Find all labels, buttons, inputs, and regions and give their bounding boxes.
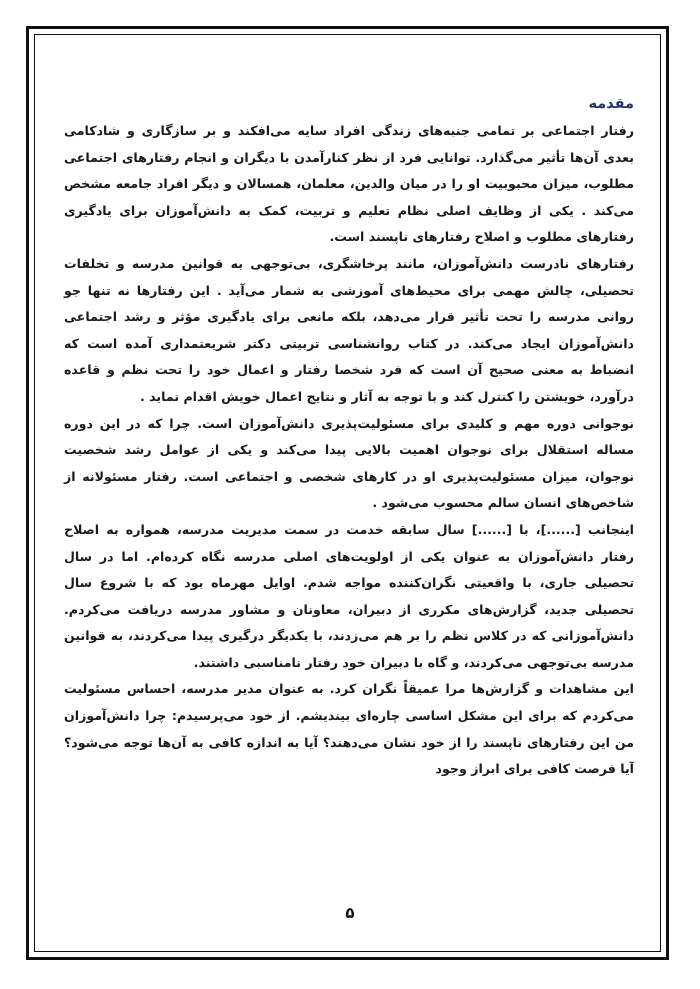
paragraph-1: رفتار اجتماعی بر تمامی جنبه‌های زندگی افراد سایه می‌افکند و بر سازگاری و شادکامی بعدی آن‌ها تأثیر می‌گذارد. توانایی فرد از نظر کنارآمدن با دیگران و انجام رفتارهای اجتماعی مطلوب، میزان محبوبیت او را در میان والدین، معلمان، همسالان و دیگر افراد جامعه مشخص می‌کند . یکی از وظایف اصلی نظام تعلیم و تربیت، کمک به دانش‌آموزان برای یادگیری رفتارهای مطلوب و اصلاح رفتارهای ناپسند است.: [64, 123, 634, 245]
page-number: ۵: [345, 904, 355, 922]
paragraph-3: نوجوانی دوره مهم و کلیدی برای مسئولیت‌پذیری دانش‌آموزان است. چرا که در این دوره مساله استقلال برای نوجوان اهمیت بالایی پیدا می‌کند و یکی از عوامل رشد شخصیت نوجوان، میزان مسئولیت‌پذیری او در کارهای شخصی و اجتماعی است. رفتار مسئولانه از شاخص‌های انسان سالم محسوب می‌شود .: [64, 415, 634, 511]
paragraph-4: اینجانب [......]، با [......] سال سابقه خدمت در سمت مدیریت مدرسه، همواره به اصلاح رفتار دانش‌آموزان به عنوان یکی از اولویت‌های اصلی مدرسه نگاه کرده‌ام. اما در سال تحصیلی جاری، با واقعیتی نگران‌کننده مواجه شدم. اوایل مهرماه بود که با شروع سال تحصیلی جدید، گزارش‌های مکرری از دبیران، معاونان و مشاور مدرسه دریافت می‌کردم. دانش‌آموزانی که در کلاس نظم را بر هم می‌زدند، با یکدیگر درگیری پیدا می‌کردند، به قوانین مدرسه بی‌توجهی می‌کردند، و گاه با دبیران خود رفتار نامناسبی داشتند.: [64, 521, 634, 670]
section-heading: مقدمه: [588, 96, 634, 112]
document-body: [64, 92, 634, 783]
paragraph-5: این مشاهدات و گزارش‌ها مرا عمیقاً نگران کرد. به عنوان مدیر مدرسه، احساس مسئولیت می‌کردم که برای این مشکل اساسی چاره‌ای بیندیشم. از خود می‌پرسیدم: چرا دانش‌آموزان من این رفتارهای ناپسند را از خود نشان می‌دهند؟ آیا به اندازه کافی به آن‌ها توجه می‌شود؟ آیا فرصت کافی برای ابراز وجود: [64, 681, 634, 777]
paragraph-2: رفتارهای نادرست دانش‌آموزان، مانند پرخاشگری، بی‌توجهی به قوانین مدرسه و تخلفات تحصیلی، چالش مهمی برای محیط‌های آموزشی به شمار می‌آید . این رفتارها نه تنها جو روانی مدرسه را تحت تأثیر قرار می‌دهد، بلکه مانعی برای یادگیری مؤثر و رشد اجتماعی دانش‌آموزان ایجاد می‌کند. در کتاب روانشناسی تربیتی دکتر شریعتمداری آمده است که انضباط به معنی صحیح آن است که فرد شخصا رفتار و اعمال خود را تحت نظم و قاعده درآورد، خویشتن را کنترل کند و با توجه به آثار و نتایج اعمال خویش اقدام نماید .: [64, 255, 634, 404]
